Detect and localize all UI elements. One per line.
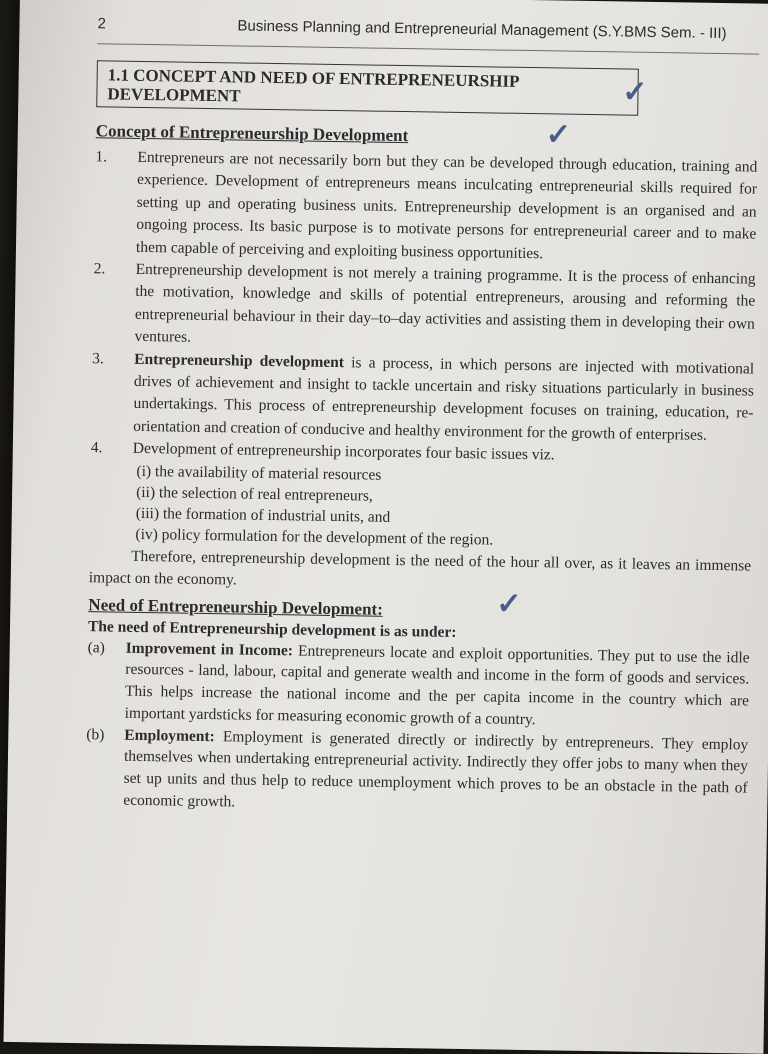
checkmark-icon: ✓	[622, 75, 648, 109]
item-number: 3.	[92, 349, 105, 368]
item-text: is a process, in which persons are injected with motivational drives of achievement and insight to tackle uncertain and risky situations particularly in business undertakings. This process of entrepreneurship development focuses on training, education, re-orientation and creation of conducive and healthy environment for the growth of enterprises.	[133, 353, 755, 444]
list-item	[89, 437, 753, 555]
checkmark-icon: ✓	[545, 118, 572, 152]
item-text-wrapper	[133, 348, 754, 447]
item-body	[131, 438, 753, 555]
item-text: Development of entrepreneurship incorporates four basic issues viz.	[132, 440, 555, 464]
item-letter: (b)	[86, 725, 105, 744]
sub-list-item: (ii) the selection of real entrepreneurs,	[136, 483, 373, 505]
item-text: Entrepreneurs locate and exploit opportunities. They put to use the idle resources - land, labour, capital and generate wealth and income in the form of goods and services. This helps increase the national income and the per capita income in the country which are important yardsticks for measuring economic growth of a country.	[124, 641, 750, 729]
sub-list-item: (iii) the formation of industrial units, and	[135, 504, 391, 526]
concept-heading-text: Concept of Entrepreneurship Development	[95, 121, 409, 146]
running-header	[97, 11, 759, 54]
item-text: Entrepreneurship development is not merely a training programme. It is the process of enhancing the motivation, knowledge and skills of potential entrepreneurs, arousing and reforming the entrepreneurial behaviour in their day–to–day activities and assisting them in developing their own ventures.	[134, 260, 756, 346]
section-heading-text: 1.1 CONCEPT AND NEED OF ENTREPRENEURSHIP DEVELOPMENT	[107, 65, 519, 106]
sub-list-item: (iv) policy formulation for the development of the region.	[135, 526, 494, 549]
conclusion-paragraph: Therefore, entrepreneurship development is the need of the hour all over, as it leaves an immense impact on the economy.	[88, 547, 752, 588]
item-number: 1.	[95, 148, 108, 166]
page-number: 2	[97, 15, 106, 33]
item-text-wrapper	[123, 724, 748, 821]
item-bold-term: Entrepreneurship development	[134, 350, 345, 371]
list-item	[87, 637, 750, 735]
book-page	[4, 0, 768, 1054]
need-lead: The need of Entrepreneurship development is as under:	[87, 617, 457, 641]
book-title: Business Planning and Entrepreneurial Management (S.Y.BMS Sem. - III)	[237, 17, 727, 43]
item-number: 2.	[93, 260, 106, 278]
item-text-wrapper	[125, 637, 750, 734]
item-title: Improvement in Income:	[125, 639, 294, 659]
item-letter: (a)	[87, 638, 106, 656]
sub-list	[131, 461, 752, 556]
sub-list-item: (i) the availability of material resources	[136, 462, 382, 484]
list-item	[85, 724, 748, 822]
item-title: Employment:	[124, 726, 215, 745]
list-item	[91, 348, 754, 448]
page-content	[85, 11, 759, 821]
list-item	[94, 146, 758, 268]
section-heading	[96, 60, 648, 116]
checkmark-icon: ✓	[496, 587, 522, 621]
item-number: 4.	[90, 439, 103, 457]
list-item	[92, 258, 755, 358]
item-text: Employment is generated directly or indirectly by entrepreneurs. They employ themselves when undertaking entrepreneurial activity. Indirectly they offer jobs to many when they set up units and thus help to reduce unemployment which proves to be an obstacle in the path of economic growth.	[123, 727, 749, 811]
need-heading-text: Need of Entrepreneurship Development:	[88, 594, 384, 619]
item-text: Entrepreneurs are not necessarily born but they can be developed through education, training and experience. Development of entrepreneurs means inculcating entrepreneurial skills required for setting up and operating business units. Entrepreneurship development is an organised and an ongoing process. Its basic purpose is to motivate persons for entrepreneurial career and to make them capable of perceiving and exploiting business opportunities.	[135, 148, 758, 262]
